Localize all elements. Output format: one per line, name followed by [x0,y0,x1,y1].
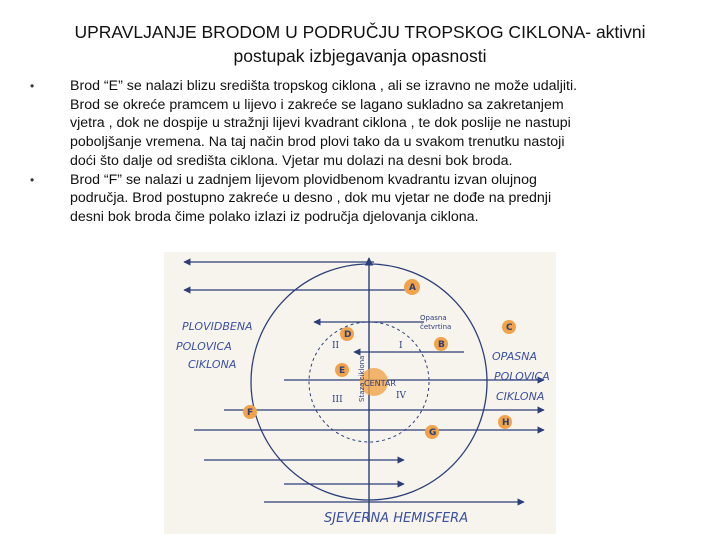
opasna-label-1: Opasna [420,314,447,322]
ship-e: E [339,366,346,376]
bullet-glyph: • [30,172,35,187]
hw-right-1: OPASNA [492,350,538,363]
ship-d: D [344,330,352,340]
quadrant-4: IV [396,391,407,401]
bullet-list [30,77,690,227]
bullet-glyph: • [30,79,35,93]
ship-f: F [247,408,254,418]
ship-g: G [429,428,437,438]
cyclone-diagram-image [164,252,556,534]
bullet-e-line-3: vjetra , dok ne dospije u stražnji lijevi kvadrant ciklona , te dok poslije ne nastupi [70,115,571,132]
quadrant-1: I [399,341,403,351]
quadrant-3: III [332,395,343,405]
hw-right-2: POLOVICA [494,370,550,383]
hw-left-2: POLOVICA [176,340,232,353]
bullet-e-line-4: poboljšanje vremena. Na taj način brod plovi tako da u svakom trenutku nastoji [70,134,565,151]
center-label: CENTAR [364,379,396,388]
ship-c: C [506,323,513,333]
opasna-label-2: četvrtina [420,323,452,331]
bullet-e-line-2: Brod se okreće pramcem u lijevo i zakreće se lagano sukladno sa zakretanjem [70,96,564,113]
quadrant-2: II [332,341,340,351]
title-line-1: UPRAVLJANJE BRODOM U PODRUČJU TROPSKOG CIKLONA- aktivni [74,22,646,42]
bullet-e-line-5: doći što dalje od središta ciklona. Vjetar mu dolazi na desni bok broda. [70,152,513,169]
hw-left-1: PLOVIDBENA [182,320,253,333]
bullet-item-e [30,77,690,171]
hw-right-3: CIKLONA [496,390,545,403]
bullet-item-f [30,171,690,227]
ship-h: H [502,418,510,428]
bullet-e-line-1: Brod “E” se nalazi blizu središta tropskog ciklona , ali se izravno ne može udaljiti. [70,78,578,94]
ship-a: A [409,283,416,293]
handwritten-bottom: SJEVERNA HEMISFERA [324,511,469,526]
hw-left-3: CIKLONA [188,358,237,371]
bullet-f-line-1: Brod “F” se nalazi u zadnjem lijevom plovidbenom kvadrantu izvan olujnog [70,171,537,188]
bullet-f-line-3: desni bok broda čime polako izlazi iz područja djelovanja ciklona. [70,208,479,225]
ship-b: B [438,340,445,350]
title-line-2: postupak izbjegavanja opasnosti [233,46,487,66]
staza-label: Staza ciklona [358,355,366,402]
bullet-f-line-2: područja. Brod postupno zakreće u desno , dok mu vjetar ne dođe na prednji [70,190,552,207]
slide-title [40,20,680,68]
